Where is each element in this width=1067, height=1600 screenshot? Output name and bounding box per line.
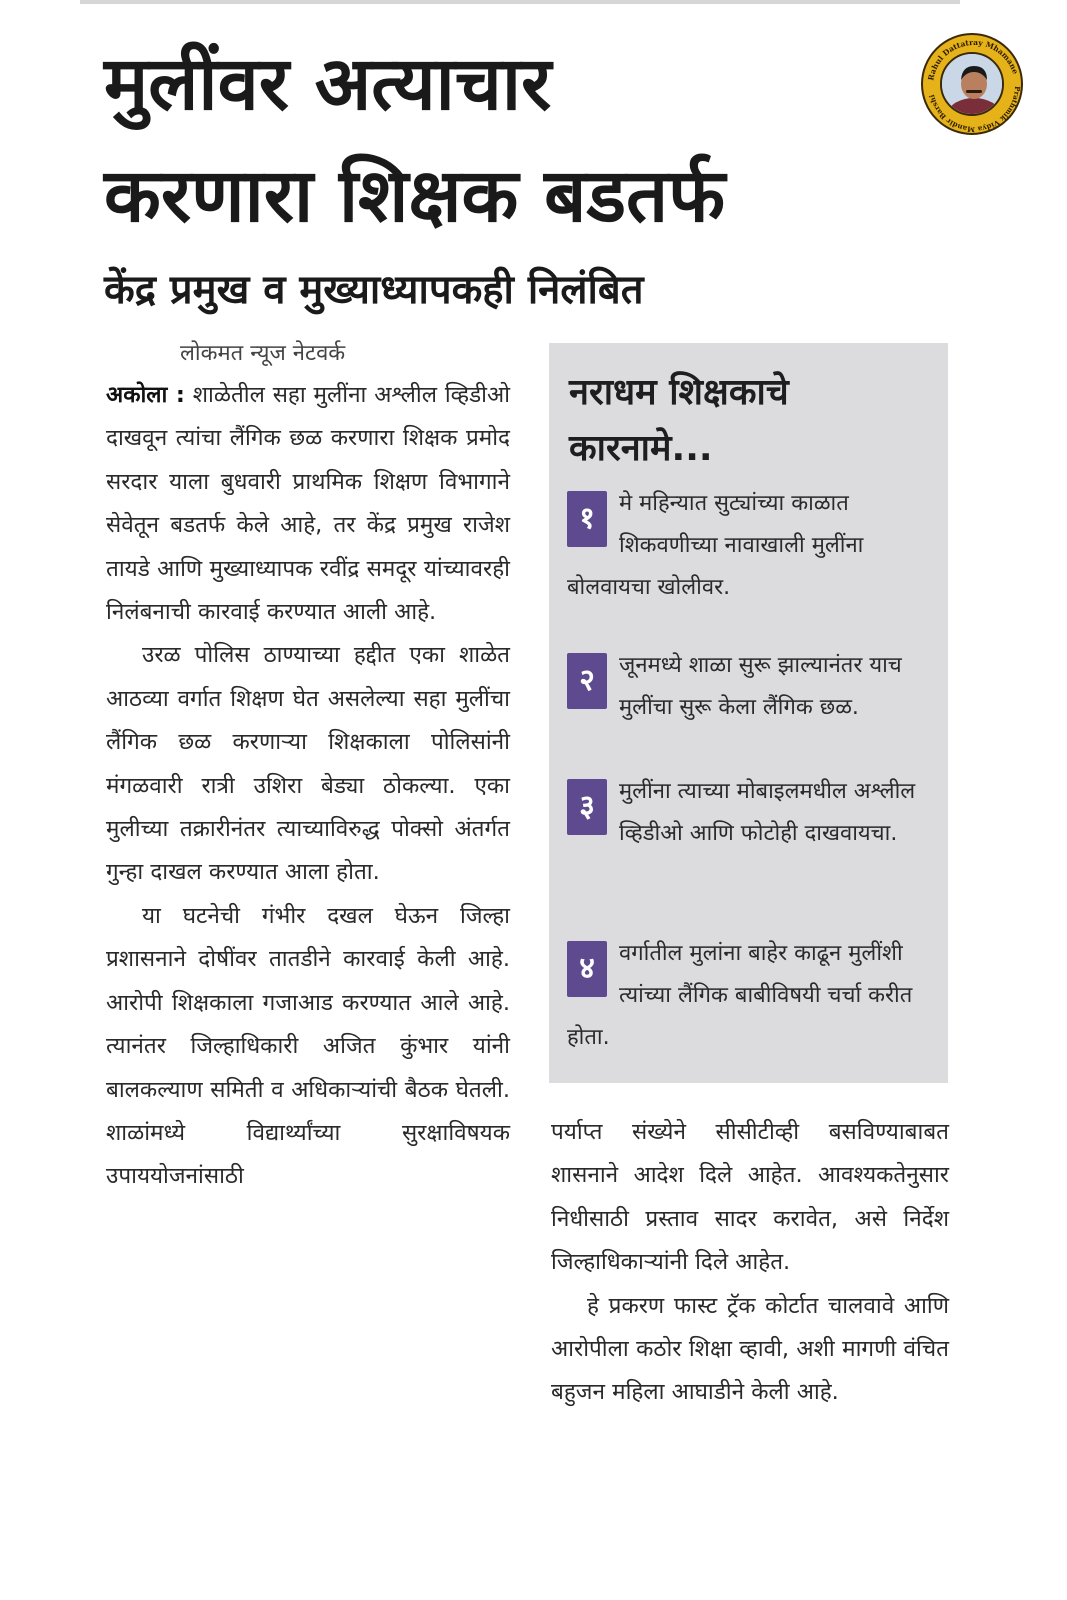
watermark-logo — [921, 33, 1023, 135]
fact-number-badge: १ — [567, 491, 607, 547]
logo-text-top: Rahul Dattatray Mhamane — [926, 37, 1021, 82]
article-paragraph-1 — [106, 374, 510, 634]
sidebar-fact-3 — [567, 771, 939, 855]
fact-text: मुलींना त्याच्या मोबाइलमधील अश्लील व्हिडीओ आणि फोटोही दाखवायचा. — [619, 779, 916, 846]
article-paragraph-4: पर्याप्त संख्येने सीसीटीव्ही बसविण्याबाबत शासनाने आदेश दिले आहेत. आवश्यकतेनुसार निधीसाठी प्रस्ताव सादर करावेत, असे निर्देश जिल्हाधिकाऱ्यांनी दिले आहेत. — [551, 1119, 949, 1276]
fact-number-badge: ४ — [567, 941, 607, 997]
svg-text:Rahul Dattatray Mhamane — [926, 38, 1020, 81]
fact-number-badge: २ — [567, 653, 607, 709]
fact-text: जूनमध्ये शाळा सुरू झाल्यानंतर याच मुलींचा सुरू केला लैंगिक छळ. — [619, 653, 902, 720]
article-left-column — [106, 374, 510, 1199]
fact-text: मे महिन्यात सुट्यांच्या काळात शिकवणीच्या नावाखाली मुलींना बोलवायचा खोलीवर. — [567, 491, 864, 600]
headline-line-2: करणारा शिक्षक बडतर्फ — [104, 153, 726, 239]
svg-text:Prathmik Vidya Mandir Barshi — [927, 86, 1022, 134]
article-paragraph-2: उरळ पोलिस ठाण्याच्या हद्दीत एका शाळेत आठव्या वर्गात शिक्षण घेत असलेल्या सहा मुलींचा लैंगिक छळ करणाऱ्या शिक्षकाला पोलिसांनी मंगळवारी रात्री उशिरा बेड्या ठोकल्या. एका मुलीच्या तक्रारीनंतर त्याच्याविरुद्ध पोक्सो अंतर्गत गुन्हा दाखल करण्यात आला होता. — [106, 642, 510, 886]
byline: लोकमत न्यूज नेटवर्क — [180, 341, 346, 366]
sidebar-fact-2 — [567, 645, 939, 729]
article-paragraph-5: हे प्रकरण फास्ट ट्रॅक कोर्टात चालवावे आणि आरोपीला कठोर शिक्षा व्हावी, अशी मागणी वंचित बहुजन महिला आघाडीने केली आहे. — [551, 1292, 949, 1406]
sidebar-title: नराधम शिक्षकाचे कारनामे... — [569, 372, 789, 469]
dateline: अकोला : — [106, 382, 185, 408]
logo-text-bottom: Prathmik Vidya Mandir Barshi — [927, 85, 1023, 135]
fact-number-badge: ३ — [567, 779, 607, 835]
article-right-column — [551, 1111, 949, 1415]
article-paragraph-3: या घटनेची गंभीर दखल घेऊन जिल्हा प्रशासनाने दोषींवर तातडीने कारवाई केली आहे. आरोपी शिक्षकाला गजाआड करण्यात आले आहे. त्यानंतर जिल्हाधिकारी अजित कुंभार यांनी बालकल्याण समिती व अधिकाऱ्यांची बैठक घेतली. शाळांमध्ये विद्यार्थ्यांच्या सुरक्षाविषयक उपाययोजनांसाठी — [106, 902, 510, 1190]
headline-line-1: मुलींवर अत्याचार — [104, 41, 552, 127]
subheadline: केंद्र प्रमुख व मुख्याध्यापकही निलंबित — [104, 267, 644, 313]
sidebar-fact-1 — [567, 483, 939, 609]
sidebar-box — [549, 343, 948, 1083]
top-rule — [80, 0, 960, 4]
logo-ring-text — [923, 35, 1025, 137]
paragraph-1-text: शाळेतील सहा मुलींना अश्लील व्हिडीओ दाखवून त्यांचा लैंगिक छळ करणारा शिक्षक प्रमोद सरदार याला बुधवारी प्राथमिक शिक्षण विभागाने सेवेतून बडतर्फ केले आहे, तर केंद्र प्रमुख राजेश तायडे आणि मुख्याध्यापक रवींद्र समदूर यांच्यावरही निलंबनाची कारवाई करण्यात आली आहे. — [106, 382, 511, 626]
headline — [104, 28, 934, 252]
sidebar-fact-4 — [567, 933, 939, 1059]
fact-text: वर्गातील मुलांना बाहेर काढून मुलींशी त्यांच्या लैंगिक बाबीविषयी चर्चा करीत होता. — [567, 941, 913, 1050]
